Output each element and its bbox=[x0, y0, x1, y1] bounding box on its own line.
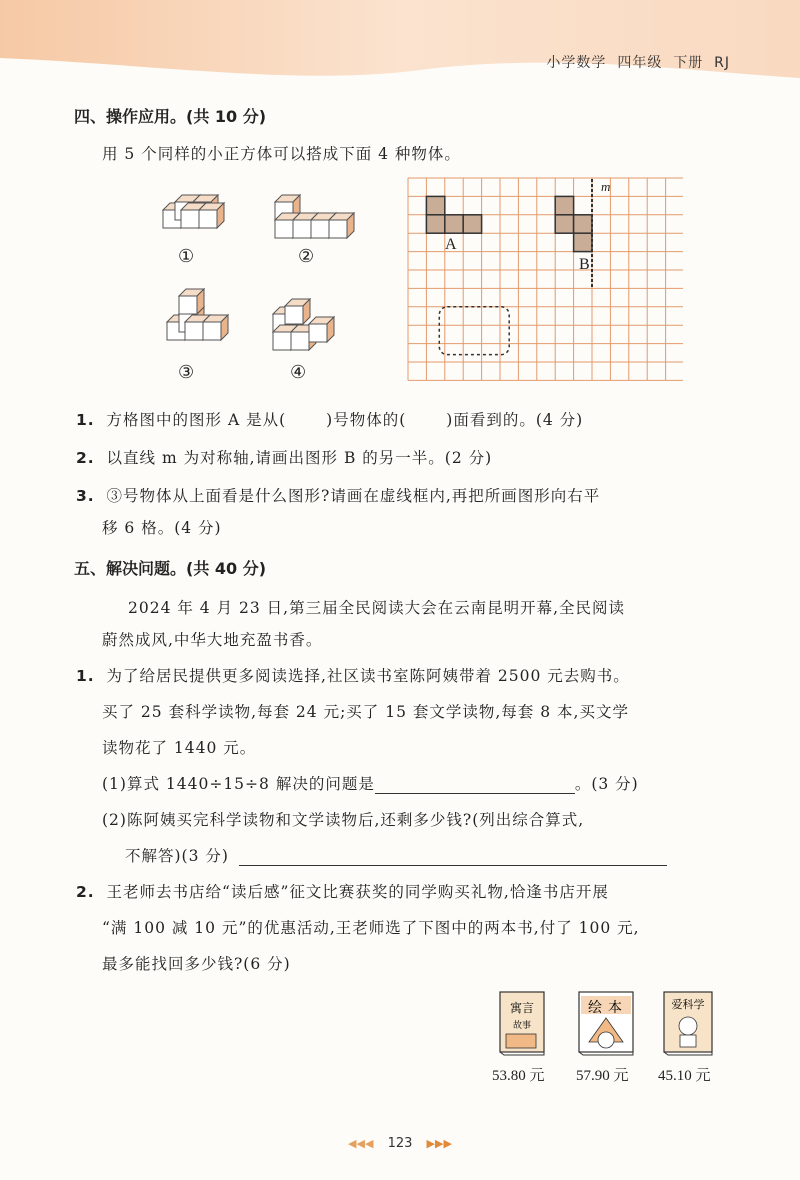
page-footer bbox=[0, 1136, 800, 1151]
s4-question-3: 3. ③号物体从上面看是什么图形?请画在虚线框内,再把所画图形向右平 bbox=[76, 487, 601, 505]
cube-front bbox=[311, 220, 329, 238]
s5-intro-2: 蔚然成风,中华大地充盈书香。 bbox=[102, 631, 323, 649]
section4-intro: 用 5 个同样的小正方体可以搭成下面 4 种物体。 bbox=[102, 145, 461, 163]
s5-problem-1-sub1: (1)算式 1440÷15÷8 解决的问题是 。(3 分) bbox=[102, 775, 639, 793]
figure-b-cell bbox=[574, 215, 592, 233]
book-picture-title-a: 绘 bbox=[588, 1000, 602, 1016]
object-label-4: ④ bbox=[290, 362, 307, 383]
axis-m-label: m bbox=[601, 179, 611, 194]
figure-a-cell bbox=[426, 215, 444, 233]
s4-question-2: 2. 以直线 m 为对称轴,请画出图形 B 的另一半。(2 分) bbox=[76, 449, 493, 467]
cube-front bbox=[285, 306, 303, 324]
book-fable-title-b: 故事 bbox=[512, 1021, 532, 1031]
figure-a-cell bbox=[426, 196, 444, 214]
answer-line-sub2[interactable] bbox=[239, 865, 667, 866]
book-fable-title-a: 寓言 bbox=[509, 1001, 535, 1015]
cube-front bbox=[181, 210, 199, 228]
s5-problem-1-sub2: (2)陈阿姨买完科学读物和文学读物后,还剩多少钱?(列出综合算式, bbox=[102, 811, 585, 829]
figure-a-cell bbox=[445, 215, 463, 233]
book-picture bbox=[575, 990, 637, 1056]
square-grid bbox=[407, 177, 683, 393]
cube-front bbox=[179, 296, 197, 314]
section5-title: 五、解决问题。(共 40 分) bbox=[74, 559, 267, 578]
cube-front bbox=[273, 332, 291, 350]
figure-a-cell bbox=[463, 215, 481, 233]
next-arrows: ▶▶▶ bbox=[426, 1137, 452, 1150]
book-picture-title-b: 本 bbox=[608, 1000, 622, 1016]
book-fable bbox=[496, 990, 548, 1056]
cube-front bbox=[203, 322, 221, 340]
section4-title: 四、操作应用。(共 10 分) bbox=[74, 107, 267, 126]
figure-b-cell bbox=[574, 233, 592, 251]
price-science: 45.10 元 bbox=[658, 1068, 711, 1084]
s4-question-1: 1. 方格图中的图形 A 是从( )号物体的( )面看到的。(4 分) bbox=[76, 411, 584, 429]
drawing-box bbox=[439, 307, 509, 355]
object-label-2: ② bbox=[298, 246, 315, 267]
header-info: 小学数学 四年级 下册 RJ bbox=[546, 55, 730, 71]
cube-front bbox=[293, 220, 311, 238]
book-science-title: 爱科学 bbox=[671, 998, 705, 1011]
book-science bbox=[660, 990, 716, 1056]
s5-problem-1: 1. 为了给居民提供更多阅读选择,社区读书室陈阿姨带着 2500 元去购书。 bbox=[76, 667, 630, 685]
price-picture: 57.90 元 bbox=[576, 1068, 629, 1084]
s5-problem-2-l3: 最多能找回多少钱?(6 分) bbox=[102, 955, 291, 973]
object-label-3: ③ bbox=[178, 362, 195, 383]
figure-b-cell bbox=[555, 196, 573, 214]
figure-b-label: B bbox=[579, 256, 590, 273]
figure-a-label: A bbox=[445, 236, 457, 253]
page-number: 123 bbox=[387, 1136, 413, 1151]
cube-front bbox=[199, 210, 217, 228]
s5-problem-1-l3: 读物花了 1440 元。 bbox=[102, 739, 257, 757]
s5-problem-1-sub2-cont: 不解答)(3 分) bbox=[125, 844, 667, 866]
cube-front bbox=[275, 220, 293, 238]
s5-problem-1-l2: 买了 25 套科学读物,每套 24 元;买了 15 套文学读物,每套 8 本,买文学 bbox=[102, 703, 629, 721]
cube-front bbox=[185, 322, 203, 340]
s4-question-3-cont: 移 6 格。(4 分) bbox=[102, 519, 222, 537]
header-banner bbox=[0, 0, 800, 90]
price-fable: 53.80 元 bbox=[492, 1068, 545, 1084]
cube-front bbox=[309, 324, 327, 342]
cube-front bbox=[329, 220, 347, 238]
cube-front bbox=[291, 332, 309, 350]
s5-problem-2-l2: “满 100 减 10 元”的优惠活动,王老师选了下图中的两本书,付了 100 元, bbox=[102, 919, 640, 937]
figure-b-cell bbox=[555, 215, 573, 233]
s5-intro-1: 2024 年 4 月 23 日,第三届全民阅读大会在云南昆明开幕,全民阅读 bbox=[128, 599, 626, 617]
object-label-1: ① bbox=[178, 246, 195, 267]
answer-line-sub1[interactable] bbox=[375, 793, 575, 794]
s5-problem-2: 2. 王老师去书店给“读后感”征文比赛获奖的同学购买礼物,恰逢书店开展 bbox=[76, 883, 609, 901]
prev-arrows: ◀◀◀ bbox=[348, 1137, 374, 1150]
